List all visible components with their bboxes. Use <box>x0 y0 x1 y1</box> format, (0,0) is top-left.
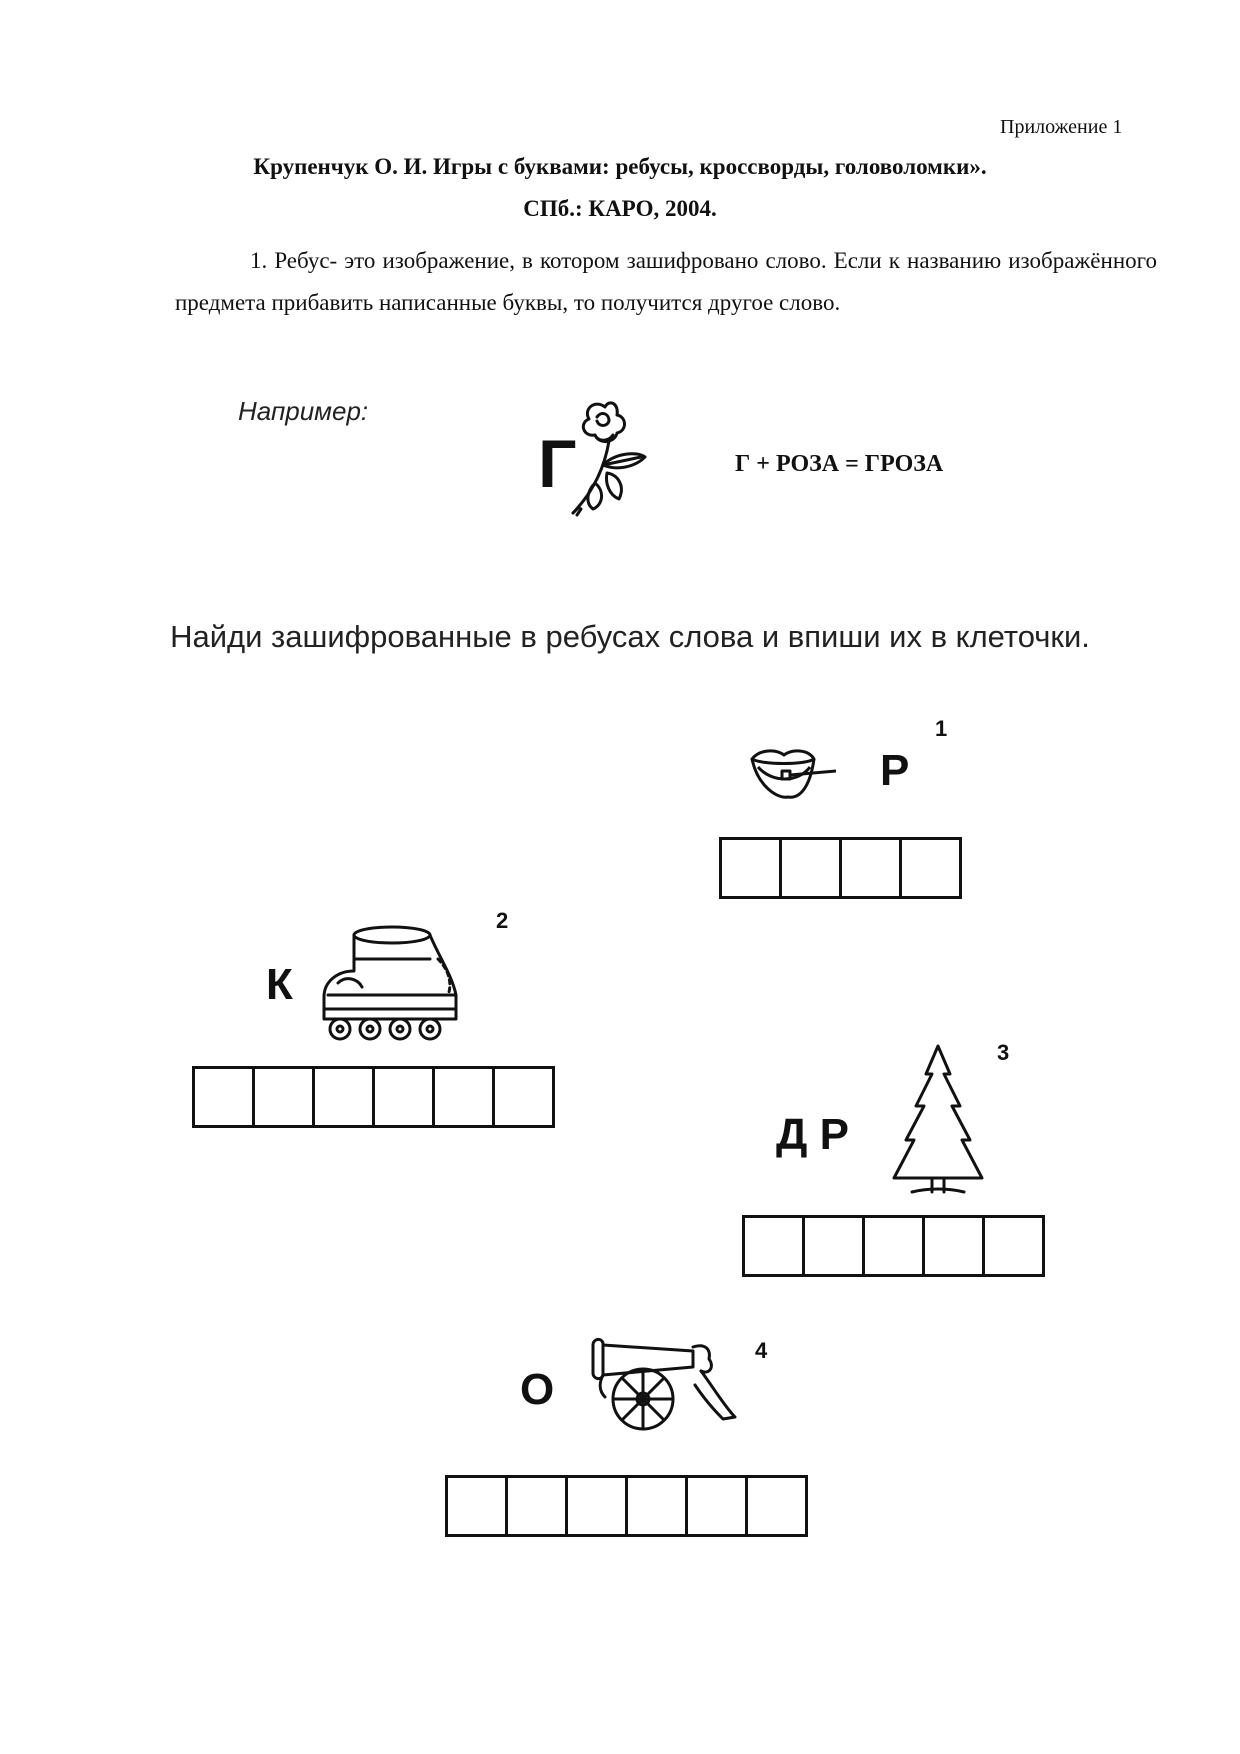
intro-paragraph: 1. Ребус- это изображение, в котором зашифровано слово. Если к названию изображённого предмета прибавить написанные буквы, то получится другое слово. <box>175 248 1157 315</box>
roller-skate-icon <box>318 925 463 1050</box>
puzzle-2-answer-cells <box>192 1066 555 1128</box>
example-formula: Г + РОЗА = ГРОЗА <box>735 451 944 477</box>
puzzle-2-letters: К <box>266 960 293 1009</box>
answer-cell[interactable] <box>628 1478 688 1534</box>
answer-cell[interactable] <box>722 840 782 896</box>
puzzle-1-number: 1 <box>935 716 948 741</box>
answer-cell[interactable] <box>435 1069 495 1125</box>
task-instruction: Найди зашифрованные в ребусах слова и впиши их в клеточки. <box>170 619 1090 654</box>
answer-cell[interactable] <box>508 1478 568 1534</box>
answer-cell[interactable] <box>448 1478 508 1534</box>
answer-cell[interactable] <box>902 840 959 896</box>
answer-cell[interactable] <box>195 1069 255 1125</box>
answer-cell[interactable] <box>255 1069 315 1125</box>
answer-cell[interactable] <box>495 1069 552 1125</box>
answer-cell[interactable] <box>745 1218 805 1274</box>
source-title: Крупенчук О. И. Игры с буквами: ребусы, кроссворды, головоломки». <box>253 154 987 179</box>
answer-cell[interactable] <box>782 840 842 896</box>
example-label: Например: <box>238 396 369 426</box>
answer-cell[interactable] <box>925 1218 985 1274</box>
rose-icon <box>565 395 675 520</box>
puzzle-4-answer-cells <box>445 1475 808 1537</box>
answer-cell[interactable] <box>842 840 902 896</box>
appendix-label: Приложение 1 <box>1000 116 1123 138</box>
answer-cell[interactable] <box>375 1069 435 1125</box>
puzzle-2-number: 2 <box>496 908 509 933</box>
fir-tree-icon <box>888 1042 988 1202</box>
answer-cell[interactable] <box>315 1069 375 1125</box>
puzzle-3-letters: Д Р <box>776 1110 849 1159</box>
puzzle-1-letters: Р <box>880 746 910 795</box>
puzzle-1-answer-cells <box>719 837 962 899</box>
answer-cell[interactable] <box>985 1218 1042 1274</box>
answer-cell[interactable] <box>865 1218 925 1274</box>
puzzle-4-letters: О <box>520 1365 555 1414</box>
source-publisher: СПб.: КАРО, 2004. <box>523 196 717 221</box>
answer-cell[interactable] <box>748 1478 805 1534</box>
puzzle-4-number: 4 <box>755 1338 768 1363</box>
puzzle-3-number: 3 <box>997 1040 1010 1065</box>
example-letter: Г <box>538 426 577 502</box>
answer-cell[interactable] <box>688 1478 748 1534</box>
puzzle-3-answer-cells <box>742 1215 1045 1277</box>
cannon-icon <box>585 1335 740 1435</box>
answer-cell[interactable] <box>568 1478 628 1534</box>
answer-cell[interactable] <box>805 1218 865 1274</box>
mouth-icon <box>748 745 838 805</box>
